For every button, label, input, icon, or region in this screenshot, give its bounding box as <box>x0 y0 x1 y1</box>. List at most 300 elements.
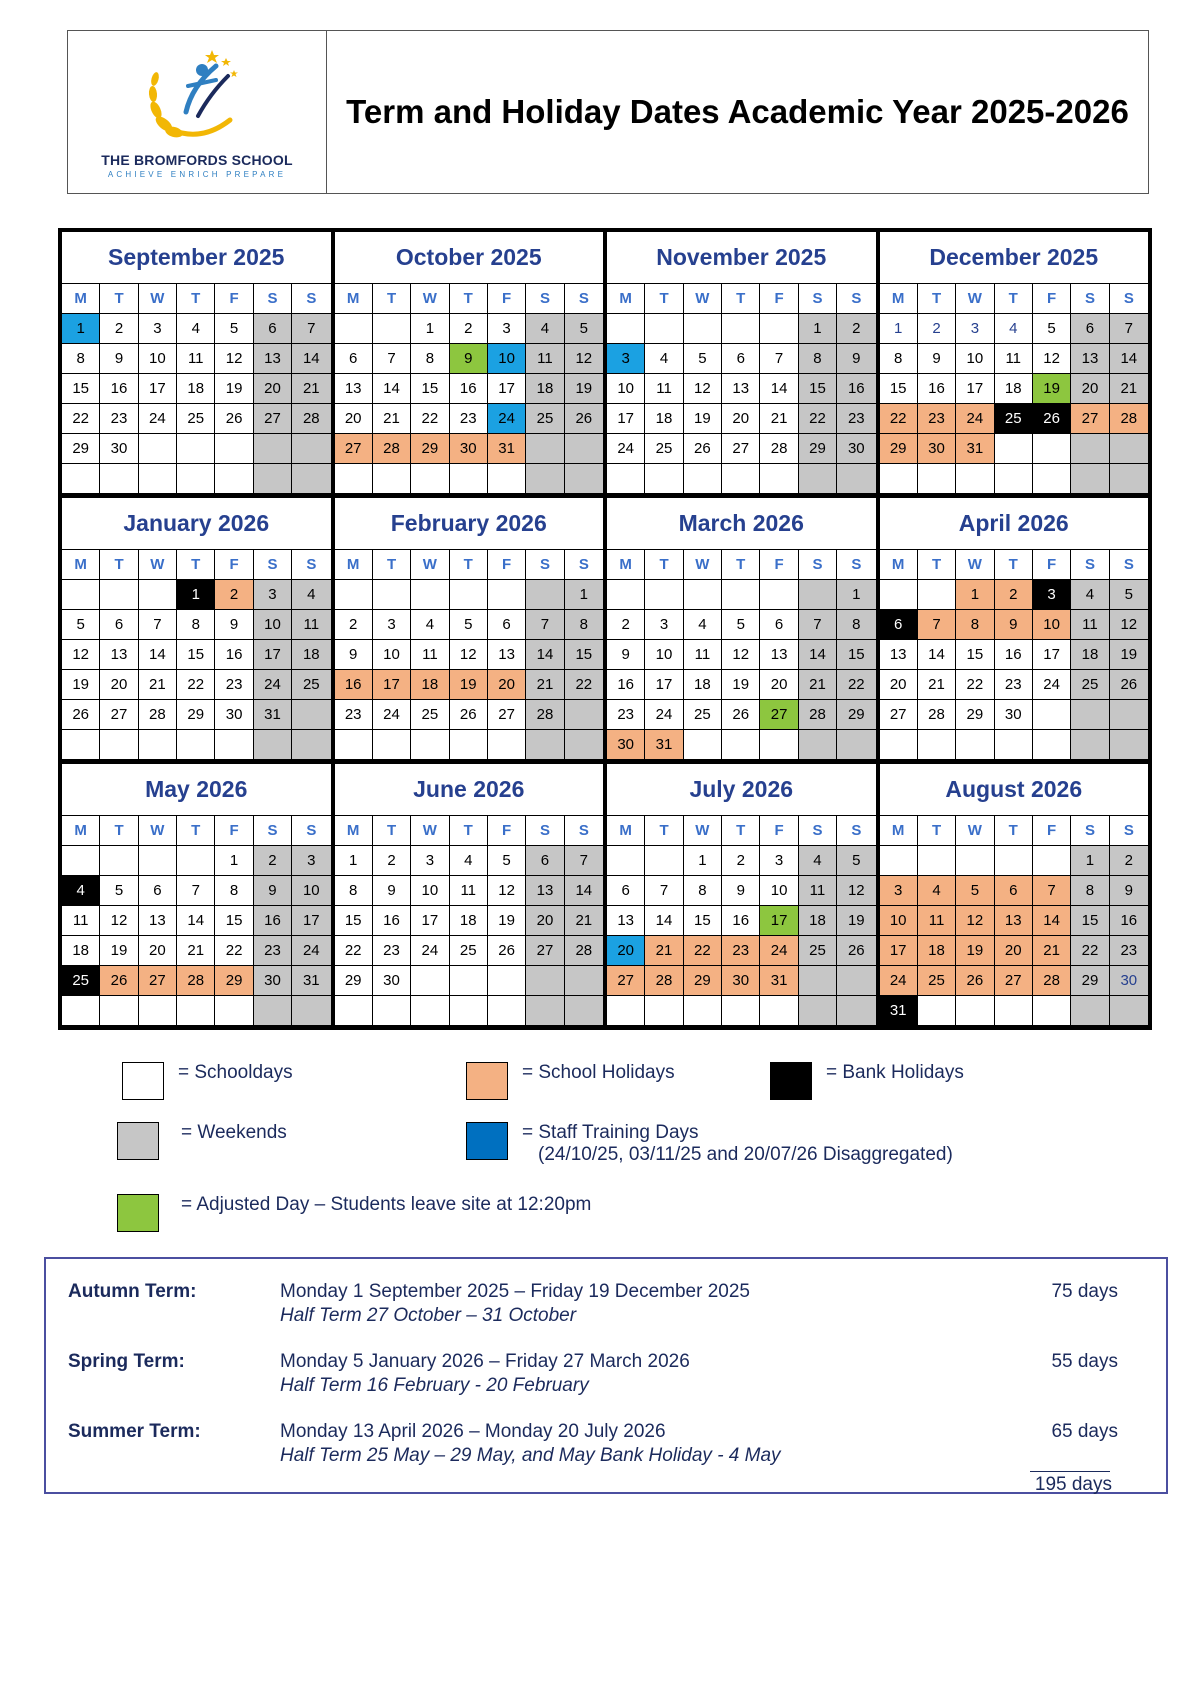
empty-day-cell <box>722 996 760 1026</box>
day-cell: 23 <box>918 404 956 434</box>
school-name: THE BROMFORDS SCHOOL <box>101 151 293 168</box>
day-cell: 23 <box>215 670 253 700</box>
empty-day-cell <box>880 464 918 494</box>
month-block <box>878 496 1151 762</box>
day-cell: 16 <box>918 374 956 404</box>
day-cell: 4 <box>62 876 100 906</box>
day-cell: 22 <box>177 670 215 700</box>
calendar-grid <box>58 228 1152 1030</box>
month-block <box>878 230 1151 496</box>
empty-day-cell <box>799 580 837 610</box>
weekday-header: F <box>1033 284 1071 314</box>
weekday-header: S <box>292 816 330 846</box>
day-cell: 5 <box>565 314 603 344</box>
day-cell: 25 <box>62 966 100 996</box>
day-cell: 10 <box>956 344 994 374</box>
day-cell: 27 <box>254 404 292 434</box>
day-cell: 17 <box>411 906 449 936</box>
empty-day-cell <box>1033 464 1071 494</box>
day-cell: 30 <box>995 700 1033 730</box>
day-cell: 18 <box>292 640 330 670</box>
day-cell: 30 <box>100 434 138 464</box>
day-cell: 5 <box>837 846 875 876</box>
day-cell: 4 <box>292 580 330 610</box>
weekday-header: S <box>292 550 330 580</box>
empty-day-cell <box>411 996 449 1026</box>
month-block <box>60 762 333 1028</box>
term-dates: Monday 1 September 2025 – Friday 19 December 2025 <box>280 1281 750 1302</box>
day-cell: 30 <box>607 730 645 760</box>
legend-label: = Schooldays <box>178 1062 293 1083</box>
day-cell: 26 <box>100 966 138 996</box>
weekday-header: T <box>645 284 683 314</box>
day-cell: 17 <box>488 374 526 404</box>
weekday-header: W <box>956 284 994 314</box>
empty-day-cell <box>139 846 177 876</box>
day-cell: 26 <box>565 404 603 434</box>
term-dates: Monday 13 April 2026 – Monday 20 July 2026 <box>280 1421 666 1442</box>
empty-day-cell <box>918 464 956 494</box>
weekday-header: M <box>880 550 918 580</box>
empty-day-cell <box>645 846 683 876</box>
day-cell: 16 <box>450 374 488 404</box>
day-cell: 2 <box>995 580 1033 610</box>
school-motto: ACHIEVE ENRICH PREPARE <box>107 169 287 179</box>
day-cell: 29 <box>411 434 449 464</box>
day-cell: 28 <box>526 700 564 730</box>
day-cell: 22 <box>880 404 918 434</box>
day-cell: 31 <box>254 700 292 730</box>
day-cell: 19 <box>100 936 138 966</box>
weekday-header: S <box>837 550 875 580</box>
empty-day-cell <box>292 730 330 760</box>
month-title: April 2026 <box>880 498 1149 550</box>
day-cell: 24 <box>373 700 411 730</box>
day-cell: 4 <box>684 610 722 640</box>
empty-day-cell <box>918 846 956 876</box>
day-cell: 12 <box>722 640 760 670</box>
empty-day-cell <box>488 966 526 996</box>
day-cell: 27 <box>880 700 918 730</box>
empty-day-cell <box>526 434 564 464</box>
empty-day-cell <box>139 580 177 610</box>
empty-day-cell <box>837 464 875 494</box>
day-cell: 23 <box>100 404 138 434</box>
weekday-header: T <box>722 550 760 580</box>
day-cell: 25 <box>292 670 330 700</box>
weekday-header: F <box>488 550 526 580</box>
day-cell: 23 <box>373 936 411 966</box>
empty-day-cell <box>292 700 330 730</box>
day-cell: 27 <box>139 966 177 996</box>
empty-day-cell <box>488 996 526 1026</box>
day-cell: 25 <box>177 404 215 434</box>
day-cell: 27 <box>760 700 798 730</box>
day-cell: 15 <box>215 906 253 936</box>
empty-day-cell <box>684 464 722 494</box>
day-cell: 17 <box>760 906 798 936</box>
weekday-header: S <box>837 816 875 846</box>
day-cell: 13 <box>254 344 292 374</box>
empty-day-cell <box>177 996 215 1026</box>
day-cell: 24 <box>880 966 918 996</box>
day-cell: 10 <box>373 640 411 670</box>
empty-day-cell <box>100 730 138 760</box>
day-cell: 24 <box>292 936 330 966</box>
empty-day-cell <box>607 464 645 494</box>
empty-day-cell <box>254 730 292 760</box>
day-cell: 10 <box>139 344 177 374</box>
weekday-header: F <box>760 550 798 580</box>
day-cell: 26 <box>450 700 488 730</box>
school-holidays-swatch <box>466 1062 508 1100</box>
day-cell: 22 <box>684 936 722 966</box>
term-half-term: Half Term 25 May – 29 May, and May Bank Holiday - 4 May <box>280 1445 781 1466</box>
weekday-header: M <box>62 284 100 314</box>
legend-label: = School Holidays <box>522 1062 675 1083</box>
empty-day-cell <box>799 464 837 494</box>
empty-day-cell <box>335 580 373 610</box>
empty-day-cell <box>918 730 956 760</box>
day-cell: 20 <box>335 404 373 434</box>
month-block <box>333 230 606 496</box>
day-cell: 31 <box>880 996 918 1026</box>
empty-day-cell <box>995 434 1033 464</box>
empty-day-cell <box>139 434 177 464</box>
day-cell: 29 <box>799 434 837 464</box>
month-title: October 2025 <box>335 232 604 284</box>
day-cell: 30 <box>722 966 760 996</box>
day-cell: 30 <box>837 434 875 464</box>
month-title: November 2025 <box>607 232 876 284</box>
legend-item-school-holidays <box>466 1062 675 1100</box>
day-cell: 13 <box>995 906 1033 936</box>
day-cell: 28 <box>139 700 177 730</box>
day-cell: 22 <box>335 936 373 966</box>
weekday-header: S <box>1071 284 1109 314</box>
day-cell: 21 <box>760 404 798 434</box>
day-cell: 22 <box>1071 936 1109 966</box>
day-cell: 8 <box>956 610 994 640</box>
day-cell: 27 <box>335 434 373 464</box>
day-cell: 21 <box>1110 374 1148 404</box>
empty-day-cell <box>645 314 683 344</box>
weekday-header: S <box>526 816 564 846</box>
empty-day-cell <box>760 996 798 1026</box>
empty-day-cell <box>254 434 292 464</box>
empty-day-cell <box>837 966 875 996</box>
day-cell: 11 <box>62 906 100 936</box>
day-cell: 13 <box>607 906 645 936</box>
day-cell: 16 <box>373 906 411 936</box>
day-cell: 13 <box>100 640 138 670</box>
month-title: May 2026 <box>62 764 331 816</box>
day-cell: 4 <box>918 876 956 906</box>
day-cell: 17 <box>607 404 645 434</box>
empty-day-cell <box>450 996 488 1026</box>
day-cell: 23 <box>450 404 488 434</box>
day-cell: 25 <box>995 404 1033 434</box>
day-cell: 29 <box>1071 966 1109 996</box>
empty-day-cell <box>1033 846 1071 876</box>
month-block <box>878 762 1151 1028</box>
empty-day-cell <box>607 996 645 1026</box>
weekday-header: T <box>177 816 215 846</box>
day-cell: 1 <box>411 314 449 344</box>
day-cell: 16 <box>722 906 760 936</box>
day-cell: 18 <box>995 374 1033 404</box>
empty-day-cell <box>645 996 683 1026</box>
empty-day-cell <box>450 580 488 610</box>
day-cell: 21 <box>918 670 956 700</box>
empty-day-cell <box>177 730 215 760</box>
empty-day-cell <box>880 580 918 610</box>
day-cell: 5 <box>1033 314 1071 344</box>
term-days: 65 days <box>1051 1421 1118 1442</box>
empty-day-cell <box>1110 996 1148 1026</box>
empty-day-cell <box>1071 700 1109 730</box>
month-day-grid <box>335 550 604 760</box>
weekday-header: S <box>1071 550 1109 580</box>
header-table <box>67 30 1149 194</box>
day-cell: 7 <box>565 846 603 876</box>
empty-day-cell <box>607 846 645 876</box>
day-cell: 13 <box>526 876 564 906</box>
day-cell: 13 <box>1071 344 1109 374</box>
month-block <box>333 762 606 1028</box>
weekday-header: M <box>607 284 645 314</box>
empty-day-cell <box>215 464 253 494</box>
day-cell: 23 <box>335 700 373 730</box>
day-cell: 28 <box>1033 966 1071 996</box>
day-cell: 2 <box>1110 846 1148 876</box>
day-cell: 22 <box>837 670 875 700</box>
day-cell: 25 <box>1071 670 1109 700</box>
day-cell: 20 <box>760 670 798 700</box>
weekday-header: S <box>526 284 564 314</box>
weekday-header: M <box>880 284 918 314</box>
weekday-header: S <box>799 284 837 314</box>
weekday-header: M <box>335 284 373 314</box>
empty-day-cell <box>956 464 994 494</box>
empty-day-cell <box>722 580 760 610</box>
weekday-header: F <box>215 284 253 314</box>
empty-day-cell <box>995 464 1033 494</box>
month-day-grid <box>880 550 1149 760</box>
day-cell: 3 <box>956 314 994 344</box>
empty-day-cell <box>995 846 1033 876</box>
term-days: 55 days <box>1051 1351 1118 1372</box>
weekday-header: W <box>411 550 449 580</box>
day-cell: 12 <box>684 374 722 404</box>
empty-day-cell <box>607 580 645 610</box>
empty-day-cell <box>607 314 645 344</box>
weekday-header: M <box>335 816 373 846</box>
weekday-header: M <box>607 550 645 580</box>
weekday-header: W <box>684 816 722 846</box>
day-cell: 31 <box>956 434 994 464</box>
day-cell: 10 <box>645 640 683 670</box>
day-cell: 14 <box>760 374 798 404</box>
day-cell: 10 <box>411 876 449 906</box>
day-cell: 15 <box>956 640 994 670</box>
empty-day-cell <box>100 580 138 610</box>
legend-item-adjusted-day <box>117 1194 591 1232</box>
weekday-header: S <box>526 550 564 580</box>
empty-day-cell <box>139 730 177 760</box>
day-cell: 17 <box>956 374 994 404</box>
weekday-header: F <box>215 816 253 846</box>
day-cell: 17 <box>880 936 918 966</box>
day-cell: 4 <box>645 344 683 374</box>
day-cell: 12 <box>1033 344 1071 374</box>
day-cell: 10 <box>254 610 292 640</box>
empty-day-cell <box>526 580 564 610</box>
day-cell: 24 <box>139 404 177 434</box>
day-cell: 7 <box>292 314 330 344</box>
day-cell: 11 <box>450 876 488 906</box>
day-cell: 7 <box>760 344 798 374</box>
day-cell: 11 <box>918 906 956 936</box>
day-cell: 19 <box>565 374 603 404</box>
empty-day-cell <box>335 730 373 760</box>
day-cell: 21 <box>373 404 411 434</box>
day-cell: 9 <box>373 876 411 906</box>
day-cell: 5 <box>1110 580 1148 610</box>
day-cell: 12 <box>956 906 994 936</box>
day-cell: 8 <box>880 344 918 374</box>
day-cell: 30 <box>1110 966 1148 996</box>
weekday-header: T <box>450 284 488 314</box>
month-title: January 2026 <box>62 498 331 550</box>
month-day-grid <box>335 816 604 1026</box>
legend-label <box>522 1122 953 1166</box>
weekday-header: T <box>100 550 138 580</box>
day-cell: 24 <box>254 670 292 700</box>
day-cell: 14 <box>1033 906 1071 936</box>
day-cell: 29 <box>880 434 918 464</box>
day-cell: 19 <box>215 374 253 404</box>
empty-day-cell <box>526 996 564 1026</box>
day-cell: 29 <box>684 966 722 996</box>
day-cell: 7 <box>526 610 564 640</box>
day-cell: 17 <box>254 640 292 670</box>
day-cell: 2 <box>722 846 760 876</box>
empty-day-cell <box>565 464 603 494</box>
day-cell: 27 <box>526 936 564 966</box>
day-cell: 17 <box>1033 640 1071 670</box>
day-cell: 19 <box>488 906 526 936</box>
empty-day-cell <box>488 730 526 760</box>
day-cell: 28 <box>292 404 330 434</box>
weekday-header: T <box>995 550 1033 580</box>
day-cell: 8 <box>799 344 837 374</box>
day-cell: 6 <box>995 876 1033 906</box>
day-cell: 16 <box>837 374 875 404</box>
day-cell: 24 <box>645 700 683 730</box>
month-block <box>60 496 333 762</box>
day-cell: 25 <box>799 936 837 966</box>
total-days: 195 days <box>1034 1474 1112 1495</box>
empty-day-cell <box>450 730 488 760</box>
day-cell: 20 <box>139 936 177 966</box>
day-cell: 23 <box>995 670 1033 700</box>
day-cell: 17 <box>292 906 330 936</box>
day-cell: 19 <box>1033 374 1071 404</box>
empty-day-cell <box>760 730 798 760</box>
day-cell: 25 <box>526 404 564 434</box>
day-cell: 18 <box>918 936 956 966</box>
weekday-header: F <box>215 550 253 580</box>
weekday-header: T <box>373 550 411 580</box>
empty-day-cell <box>177 846 215 876</box>
day-cell: 4 <box>1071 580 1109 610</box>
day-cell: 6 <box>488 610 526 640</box>
empty-day-cell <box>100 464 138 494</box>
day-cell: 5 <box>100 876 138 906</box>
weekday-header: W <box>139 550 177 580</box>
day-cell: 14 <box>645 906 683 936</box>
schooldays-swatch <box>122 1062 164 1100</box>
day-cell: 24 <box>760 936 798 966</box>
day-cell: 20 <box>488 670 526 700</box>
term-half-term: Half Term 16 February - 20 February <box>280 1375 589 1396</box>
empty-day-cell <box>373 464 411 494</box>
day-cell: 2 <box>607 610 645 640</box>
empty-day-cell <box>1033 730 1071 760</box>
day-cell: 12 <box>1110 610 1148 640</box>
day-cell: 24 <box>488 404 526 434</box>
day-cell: 28 <box>373 434 411 464</box>
logo-cell <box>68 31 327 193</box>
empty-day-cell <box>1033 700 1071 730</box>
legend-label: = Adjusted Day – Students leave site at 12:20pm <box>181 1194 592 1215</box>
day-cell: 26 <box>722 700 760 730</box>
month-day-grid <box>880 284 1149 494</box>
day-cell: 25 <box>411 700 449 730</box>
empty-day-cell <box>1071 730 1109 760</box>
empty-day-cell <box>995 996 1033 1026</box>
empty-day-cell <box>62 580 100 610</box>
day-cell: 14 <box>526 640 564 670</box>
month-block <box>605 762 878 1028</box>
day-cell: 5 <box>722 610 760 640</box>
day-cell: 9 <box>837 344 875 374</box>
day-cell: 13 <box>488 640 526 670</box>
day-cell: 3 <box>645 610 683 640</box>
day-cell: 8 <box>215 876 253 906</box>
day-cell: 19 <box>450 670 488 700</box>
day-cell: 28 <box>799 700 837 730</box>
day-cell: 11 <box>177 344 215 374</box>
empty-day-cell <box>956 846 994 876</box>
day-cell: 22 <box>215 936 253 966</box>
day-cell: 8 <box>411 344 449 374</box>
day-cell: 16 <box>1110 906 1148 936</box>
day-cell: 6 <box>760 610 798 640</box>
day-cell: 18 <box>62 936 100 966</box>
weekday-header: W <box>411 284 449 314</box>
empty-day-cell <box>292 996 330 1026</box>
weekday-header: M <box>880 816 918 846</box>
day-cell: 25 <box>684 700 722 730</box>
day-cell: 19 <box>684 404 722 434</box>
day-cell: 8 <box>837 610 875 640</box>
empty-day-cell <box>1071 434 1109 464</box>
day-cell: 19 <box>1110 640 1148 670</box>
empty-day-cell <box>880 846 918 876</box>
weekday-header: M <box>62 816 100 846</box>
